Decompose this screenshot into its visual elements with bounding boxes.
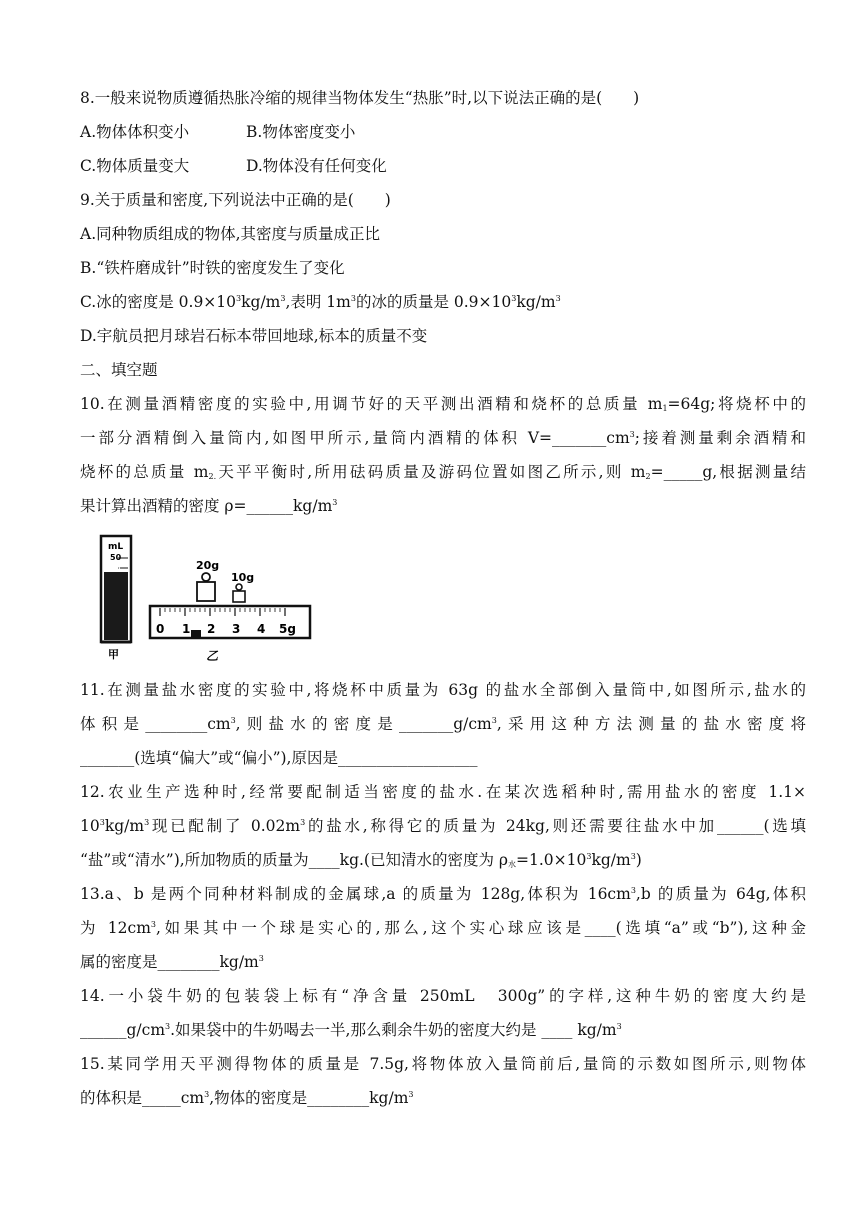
- q8-stem: 8.一般来说物质遵循热胀冷缩的规律当物体发生“热胀”时,以下说法正确的是( ): [80, 89, 640, 107]
- weight-20g-label: 20g: [196, 559, 220, 572]
- q9-option-b: B.“铁杵磨成针”时铁的密度发生了变化: [80, 259, 345, 277]
- graduated-cylinder: [101, 536, 131, 642]
- scale-4: 4: [257, 622, 266, 636]
- q9-option-d: D.宇航员把月球岩石标本带回地球,标本的质量不变: [80, 327, 428, 345]
- caption-yi: 乙: [206, 649, 219, 663]
- scale-1: 1: [182, 622, 191, 636]
- q12-line2: $10^3kg/m^3$现已配制了 $0.02m^3$的盐水,称得它的质量为 24kg,则还需要往盐水中加______(选填: [80, 817, 807, 835]
- q15-line1: 15.某同学用天平测得物体的质量是 7.5g,将物体放入量筒前后,量筒的示数如图所示,则物体: [80, 1055, 806, 1073]
- q10-line3: 烧杯的总质量 $m_{2.}$天平平衡时,所用砝码质量及游码位置如图乙所示,则 $m_2=\_\_\_\_\_g$,根据测量结: [80, 463, 806, 481]
- q15-line2: 的体积是$\_\_\_\_\_cm^3$,物体的密度是$\_\_\_\_\_\_\_\_kg/m^3$: [80, 1089, 414, 1107]
- q12-line3: “盐”或“清水”),所加物质的质量为____kg.(已知清水的密度为 $\rho_水=1.0\times 10^3kg/m^3$): [80, 851, 642, 869]
- q12-line1: 12.农业生产选种时,经常要配制适当密度的盐水.在某次选稻种时,需用盐水的密度 1.1×: [80, 783, 806, 801]
- q9-stem: 9.关于质量和密度,下列说法中正确的是( ): [80, 191, 391, 209]
- caption-jia: 甲: [108, 648, 119, 661]
- cylinder-tick-40: 40: [112, 566, 121, 573]
- q8-option-c: C.物体质量变大: [80, 157, 190, 175]
- section-heading: 二、填空题: [80, 361, 158, 379]
- cylinder-unit-label: mL: [108, 542, 124, 552]
- q14-line2: $\_\_\_\_\_\_g/cm^3$.如果袋中的牛奶喝去一半,那么剩余牛奶的密度大约是 ____ $kg/m^3$: [80, 1021, 622, 1039]
- q11-line3: _______(选填“偏大”或“偏小”),原因是__________________: [80, 749, 478, 767]
- balance-beam: [150, 606, 310, 638]
- q11-line1: 11.在测量盐水密度的实验中,将烧杯中质量为 63g 的盐水全部倒入量筒中,如图所示,盐水的: [80, 681, 806, 699]
- q8-option-a: A.物体体积变小: [80, 123, 190, 141]
- scale-5g: 5g: [279, 622, 296, 636]
- q9-option-a: A.同种物质组成的物体,其密度与质量成正比: [80, 225, 381, 243]
- q8-option-d: D.物体没有任何变化: [246, 157, 387, 175]
- q14-line1: 14.一小袋牛奶的包装袋上标有“净含量 250mL 300g”的字样,这种牛奶的密度大约是: [80, 987, 806, 1005]
- cylinder-tick-50: 50: [110, 553, 122, 562]
- weight-10g: [231, 571, 254, 602]
- q10-line2: 一部分酒精倒入量筒内,如图甲所示,量筒内酒精的体积 $V=\_\_\_\_\_\_\_cm^3$;接着测量剩余酒精和: [80, 429, 806, 447]
- q13-line2: 为 $12cm^3$,如果其中一个球是实心的,那么,这个实心球应该是____(选填“a”或“b”),这种金: [80, 919, 807, 937]
- figure-cylinder-and-balance: [96, 534, 316, 664]
- q13-line3: 属的密度是$\_\_\_\_\_\_\_\_kg/m^3$: [80, 953, 264, 971]
- rider: [191, 630, 201, 638]
- scale-3: 3: [232, 622, 241, 636]
- q11-line2: 体积是$\_\_\_\_\_\_\_\_cm^3$,则盐水的密度是$\_\_\_\_\_\_\_g/cm^3$,采用这种方法测量的盐水密度将: [80, 715, 806, 733]
- q8-option-b: B.物体密度变小: [246, 123, 356, 141]
- weight-20g: [196, 559, 219, 601]
- q13-line1: 13.a、b 是两个同种材料制成的金属球,a 的质量为 128g,体积为 $16cm^3,b$ 的质量为 64g,体积: [80, 885, 807, 903]
- weight-10g-label: 10g: [231, 571, 255, 584]
- scale-2: 2: [207, 622, 216, 636]
- q9-option-c: C.冰的密度是 $0.9\times 10^3kg/m^3$,表明 $1m^3$的冰的质量是 $0.9\times 10^3kg/m^3$: [80, 293, 561, 311]
- q10-line1: 10.在测量酒精密度的实验中,用调节好的天平测出酒精和烧杯的总质量 $m_1=64g$;将烧杯中的: [80, 395, 806, 413]
- q10-line4: 果计算出酒精的密度 $\rho=\_\_\_\_\_\_kg/m^3$: [80, 497, 338, 515]
- scale-0: 0: [156, 622, 165, 636]
